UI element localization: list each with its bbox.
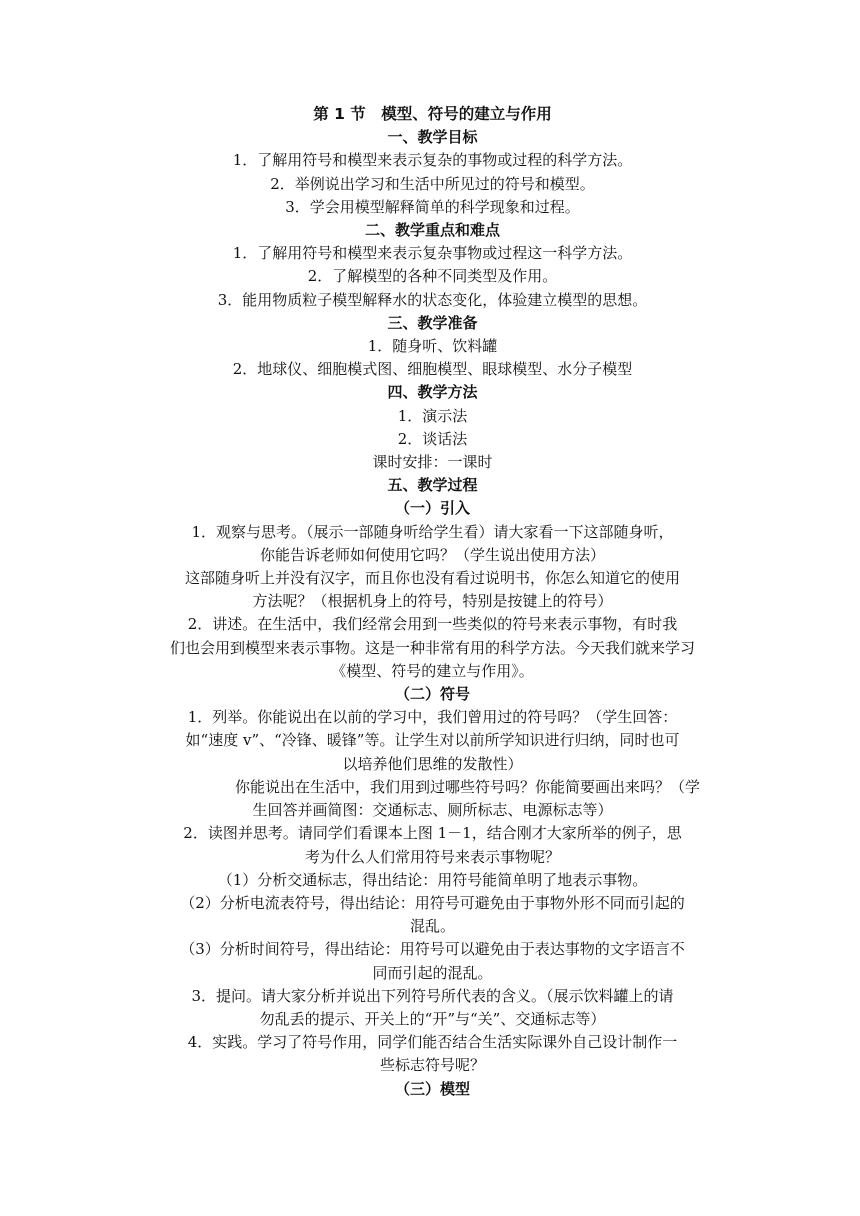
intro-line: 方法呢？（根据机身上的符号，特别是按键上的符号）	[252, 592, 613, 611]
symbols-line: 以培养他们思维的发散性）	[342, 754, 523, 773]
heading-preparation: 三、教学准备	[387, 313, 478, 332]
subheading-models: （三）模型	[394, 1079, 470, 1098]
intro-line: 你能告诉老师如何使用它吗？（学生说出使用方法）	[259, 545, 605, 564]
symbols-line: 考为什么人们常用符号来表示事物呢？	[304, 847, 560, 866]
symbols-line: 2．读图并思考。请同学们看课本上图 1－1，结合刚才大家所举的例子，思	[183, 824, 682, 843]
symbols-line: 勿乱丢的提示、开关上的“开”与“关”、交通标志等）	[259, 1009, 606, 1028]
symbols-line: 4．实践。学习了符号作用，同学们能否结合生活实际课外自己设计制作一	[187, 1033, 678, 1052]
symbols-line: 如“速度 v”、“冷锋、暖锋”等。让学生对以前所学知识进行归纳，同时也可	[185, 731, 680, 750]
symbols-line: （3）分析时间符号，得出结论：用符号可以避免由于表达事物的文字语言不	[180, 940, 685, 959]
intro-line: 们也会用到模型来表示事物。这是一种非常有用的科学方法。今天我们就来学习	[169, 638, 695, 657]
goal-item: 3．学会用模型解释简单的科学现象和过程。	[285, 197, 580, 216]
intro-line: 这部随身听上并没有汉字，而且你也没有看过说明书，你怎么知道它的使用	[184, 569, 680, 588]
intro-line: 2．讲述。在生活中，我们经常会用到一些类似的符号来表示事物，有时我	[187, 615, 678, 634]
heading-process: 五、教学过程	[387, 476, 478, 495]
symbols-line: 些标志符号呢？	[379, 1056, 485, 1075]
method-item: 1．演示法	[397, 406, 468, 425]
subheading-symbols: （二）符号	[394, 685, 470, 704]
goal-item: 1．了解用符号和模型来表示复杂的事物或过程的科学方法。	[232, 151, 633, 170]
method-item: 2．谈话法	[397, 429, 468, 448]
symbols-line: 你能说出在生活中，我们用到过哪些符号吗？你能简要画出来吗？（学	[234, 777, 700, 796]
symbols-line: 1．列举。你能说出在以前的学习中，我们曾用过的符号吗？（学生回答：	[187, 708, 678, 727]
key-point-item: 2．了解模型的各种不同类型及作用。	[307, 267, 558, 286]
schedule-text: 课时安排：一课时	[372, 453, 493, 472]
symbols-line: （2）分析电流表符号，得出结论：用符号可避免由于事物外形不同而引起的	[180, 893, 685, 912]
intro-line: 1．观察与思考。（展示一部随身听给学生看）请大家看一下这部随身听，	[191, 522, 674, 541]
intro-line: 《模型、符号的建立与作用》。	[331, 661, 534, 680]
heading-methods: 四、教学方法	[387, 383, 478, 402]
symbols-line: 生回答并画简图：交通标志、厕所标志、电源标志等）	[252, 801, 613, 820]
heading-key-points: 二、教学重点和难点	[364, 221, 500, 240]
heading-teaching-goals: 一、教学目标	[387, 128, 478, 147]
symbols-line: （1）分析交通标志，得出结论：用符号能简单明了地表示事物。	[217, 870, 648, 889]
symbols-line: 混乱。	[409, 917, 455, 936]
symbols-line: 同而引起的混乱。	[372, 963, 493, 982]
key-point-item: 1．了解用符号和模型来表示复杂事物或过程这一科学方法。	[232, 244, 633, 263]
subheading-intro: （一）引入	[394, 499, 470, 518]
goal-item: 2．举例说出学习和生活中所见过的符号和模型。	[270, 174, 595, 193]
key-point-item: 3．能用物质粒子模型解释水的状态变化，体验建立模型的思想。	[217, 290, 648, 309]
preparation-item: 2．地球仪、细胞模式图、细胞模型、眼球模型、水分子模型	[232, 360, 633, 379]
document-page	[130, 103, 735, 1101]
preparation-item: 1．随身听、饮料罐	[367, 337, 498, 356]
page-title: 第 1 节 模型、符号的建立与作用	[313, 105, 552, 123]
symbols-line: 3．提问。请大家分析并说出下列符号所代表的含义。（展示饮料罐上的请	[191, 986, 674, 1005]
